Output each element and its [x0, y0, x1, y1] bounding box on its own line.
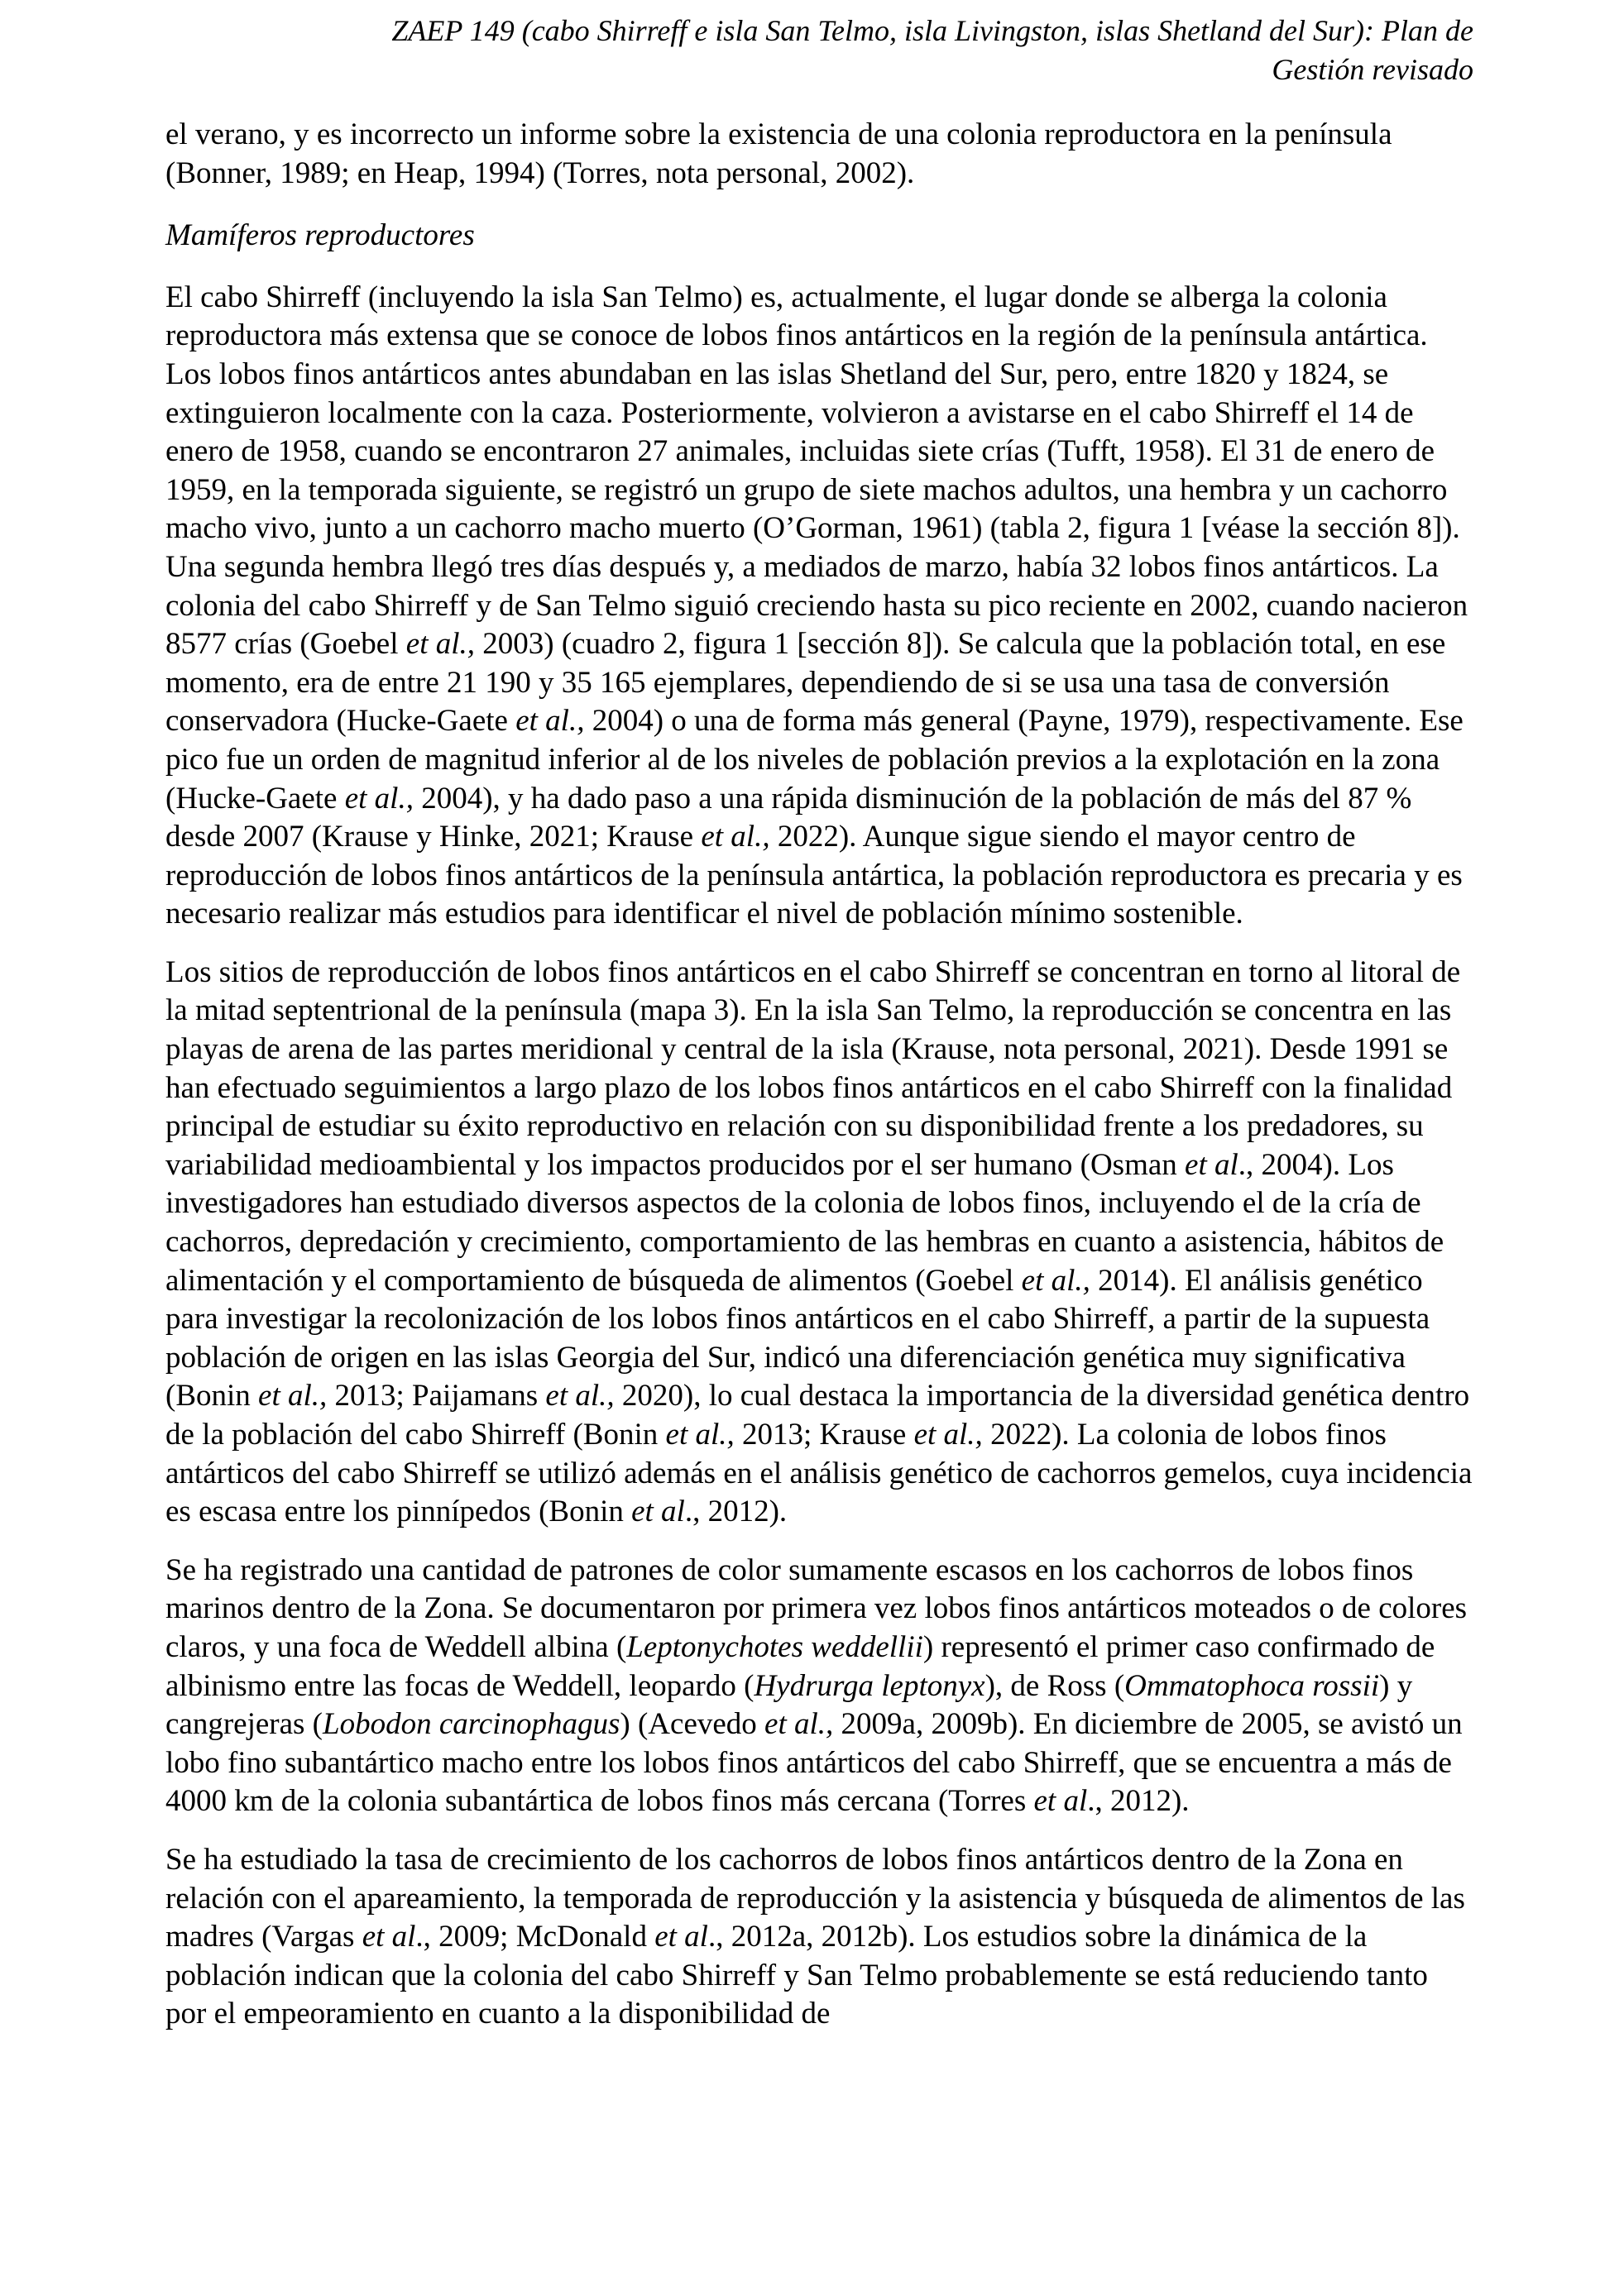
text-run: 2022). La colonia de lobos finos antárticos del cabo Shirreff se utilizó además en el análisis genético de cachorros gemelos, cuya incidencia es escasa entre los pinnípedos (Bonin: [165, 1418, 1473, 1529]
page-header: [150, 12, 1473, 89]
italic-run: Ommatophoca rossii: [1124, 1668, 1380, 1703]
text-run: ., 2004). Los investigadores han estudiado diversos aspectos de la colonia de lobos finos, incluyendo el de la cría de cachorros, depredación y crecimiento, comportamiento de las hembras en cuanto a asistencia, hábitos de alimentación y el comportamiento de búsqueda de alimentos (Goebel: [165, 1147, 1444, 1298]
italic-run: et al: [362, 1920, 416, 1954]
text-run: 2004), y ha dado paso a una rápida disminución de la población de más del 87 % desde 2007 (Krause y Hinke, 2021; Krause: [165, 781, 1412, 854]
text-run: ., 2012a, 2012b). Los estudios sobre la dinámica de la población indican que la colonia del cabo Shirreff y San Telmo probablemente se está reduciendo tanto por el empeoramiento en cuanto a la disponibilidad de: [165, 1920, 1428, 2031]
text-run: 2004) o una de forma más general (Payne, 1979), respectivamente. Ese pico fue un orden de magnitud inferior al de los niveles de población previos a la explotación en la zona (Hucke-Gaete: [165, 704, 1464, 816]
header-title-line-2: Gestión revisado: [1272, 53, 1473, 86]
paragraph-3: [165, 1552, 1474, 1821]
italic-run: et al.,: [913, 1418, 983, 1452]
italic-run: et al: [1033, 1784, 1088, 1819]
text-run: el verano, y es incorrecto un informe sobre la existencia de una colonia reproductora en la península (Bonner, 1989; en Heap, 1994) (Torres, nota personal, 2002).: [165, 117, 1392, 190]
text-run: El cabo Shirreff (incluyendo la isla San Telmo) es, actualmente, el lugar donde se alberga la colonia reproductora más extensa que se conoce de lobos finos antárticos en la región de la península antártica. Los lobos finos antárticos antes abundaban en las islas Shetland del Sur, pero, entre 1820 y 1824, se extinguieron localmente con la caza. Posteriormente, volvieron a avistarse en el cabo Shirreff el 14 de enero de 1958, cuando se encontraron 27 animales, incluidas siete crías (Tufft, 1958). El 31 de enero de 1959, en la temporada siguiente, se registró un grupo de siete machos adultos, una hembra y un cachorro macho vivo, junto a un cachorro macho muerto (O’Gorman, 1961) (tabla 2, figura 1 [véase la sección 8]). Una segunda hembra llegó tres días después y, a mediados de marzo, había 32 lobos finos antárticos. La colonia del cabo Shirreff y de San Telmo siguió creciendo hasta su pico reciente en 2002, cuando nacieron 8577 crías (Goebel: [165, 280, 1468, 662]
italic-run: et al.,: [258, 1379, 328, 1413]
text-run: 2022). Aunque sigue siendo el mayor centro de reproducción de lobos finos antárticos de la península antártica, la población reproductora es precaria y es necesario realizar más estudios para identificar el nivel de población mínimo sostenible.: [165, 820, 1463, 931]
italic-run: et al.,: [1021, 1263, 1090, 1298]
text-run: 2020), lo cual destaca la importancia de la diversidad genética dentro de la población del cabo Shirreff (Bonin: [165, 1379, 1470, 1452]
continuation-paragraph: [165, 116, 1474, 193]
italic-run: et al: [1185, 1147, 1238, 1182]
text-run: 2013; Paijamans: [327, 1379, 546, 1413]
italic-run: et al.,: [405, 627, 475, 662]
italic-run: Leptonychotes weddellii: [626, 1629, 923, 1664]
text-run: ., 2012).: [684, 1495, 788, 1529]
paragraph-4: [165, 1841, 1474, 2034]
italic-run: et al.,: [764, 1707, 834, 1742]
italic-run: Hydrurga leptonyx: [754, 1668, 985, 1703]
paragraph-1: [165, 279, 1474, 934]
header-title-line-1: ZAEP 149 (cabo Shirreff e isla San Telmo, isla Livingston, islas Shetland del Sur): Plan de: [391, 14, 1473, 47]
text-run: 2013; Krause: [734, 1418, 914, 1452]
paragraph-2: [165, 954, 1474, 1532]
italic-run: Lobodon carcinophagus: [323, 1707, 620, 1742]
italic-run: et al.,: [515, 704, 585, 739]
text-run: ) representó el primer caso confirmado de albinismo entre las focas de Weddell, leopardo (: [165, 1629, 1435, 1703]
text-run: Se ha estudiado la tasa de crecimiento de los cachorros de lobos finos antárticos dentro de la Zona en relación con el apareamiento, la temporada de reproducción y la asistencia y búsqueda de alimentos de las madres (Vargas: [165, 1842, 1465, 1954]
text-run: ., 2009; McDonald: [415, 1920, 655, 1954]
italic-run: et al.,: [344, 781, 414, 816]
text-run: 2003) (cuadro 2, figura 1 [sección 8]). Se calcula que la población total, en ese momento, era de entre 21 190 y 35 165 ejemplares, dependiendo de si se usa una tasa de conversión conservadora (Hucke-Gaete: [165, 627, 1446, 739]
italic-run: et al: [654, 1920, 708, 1954]
text-run: ) (Acevedo: [620, 1707, 765, 1742]
text-run: 2014). El análisis genético para investigar la recolonización de los lobos finos antárticos en el cabo Shirreff, a partir de la supuesta población de origen en las islas Georgia del Sur, indicó una diferenciación genética muy significativa (Bonin: [165, 1263, 1430, 1413]
italic-run: et al.,: [545, 1379, 615, 1413]
text-run: 2009a, 2009b). En diciembre de 2005, se avistó un lobo fino subantártico macho entre los lobos finos antárticos del cabo Shirreff, que se encuentra a más de 4000 km de la colonia subantártica de lobos finos más cercana (Torres: [165, 1707, 1463, 1819]
text-run: Los sitios de reproducción de lobos finos antárticos en el cabo Shirreff se concentran en torno al litoral de la mitad septentrional de la península (mapa 3). En la isla San Telmo, la reproducción se concentra en las playas de arena de las partes meridional y central de la isla (Krause, nota personal, 2021). Desde 1991 se han efectuado seguimientos a largo plazo de los lobos finos antárticos en el cabo Shirreff con la finalidad principal de estudiar su éxito reproductivo en relación con su disponibilidad frente a los predadores, su variabilidad medioambiental y los impactos producidos por el ser humano (Osman: [165, 954, 1461, 1182]
text-run: ., 2012).: [1087, 1784, 1190, 1819]
italic-run: et al.,: [701, 820, 770, 854]
document-body: [165, 116, 1474, 2054]
text-run: Se ha registrado una cantidad de patrones de color sumamente escasos en los cachorros de lobos finos marinos dentro de la Zona. Se documentaron por primera vez lobos finos antárticos moteados o de colores claros, y una foca de Weddell albina (: [165, 1552, 1468, 1664]
text-run: ), de Ross (: [984, 1668, 1125, 1703]
section-heading: Mamíferos reproductores: [165, 218, 475, 253]
italic-run: et al.,: [665, 1418, 735, 1452]
text-run: ) y cangrejeras (: [165, 1668, 1413, 1742]
italic-run: et al: [631, 1495, 685, 1529]
